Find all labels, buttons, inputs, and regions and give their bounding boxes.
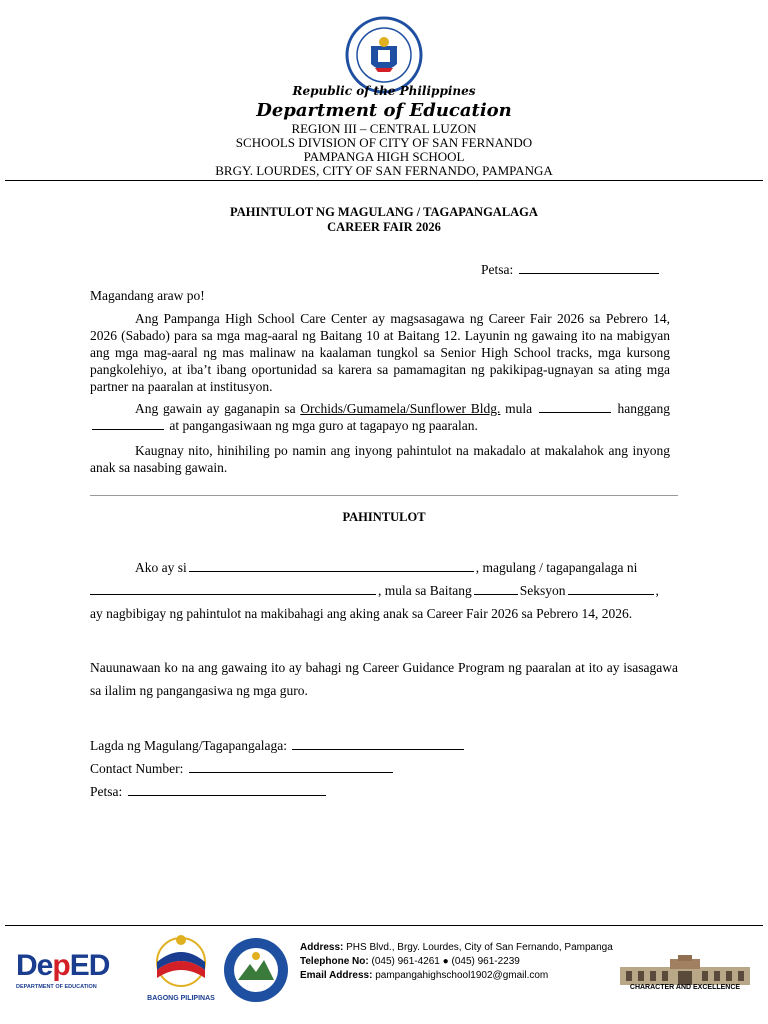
republic-text: Republic of the Philippines [292, 84, 476, 98]
header-divider [5, 180, 763, 181]
section-divider [90, 495, 678, 496]
footer-divider [5, 925, 763, 926]
bullet-icon: ● [442, 956, 449, 967]
division-text: SCHOOLS DIVISION OF CITY OF SAN FERNANDO [235, 135, 533, 150]
school-text: PAMPANGA HIGH SCHOOL [303, 149, 465, 164]
paragraph-3: Kaugnay nito, hinihiling po namin ang inyong pahintulot na makadalo at makalahok ang inyong anak sa nasabing gawain. [90, 443, 670, 475]
petsa-field[interactable] [481, 262, 661, 278]
deped-sub: DEPARTMENT OF EDUCATION [16, 984, 97, 990]
footer-address: Address: PHS Blvd., Brgy. Lourdes, City of San Fernando, Pampanga [300, 942, 613, 953]
bagong-text: BAGONG PILIPINAS [147, 995, 215, 1002]
region-text: REGION III – CENTRAL LUZON [291, 121, 477, 136]
address-text: BRGY. LOURDES, CITY OF SAN FERNANDO, PAMPANGA [215, 163, 553, 178]
petsa-bottom-field[interactable]: Petsa: [90, 784, 328, 800]
name-field[interactable] [189, 570, 474, 572]
signature-field[interactable]: Lagda ng Magulang/Tagapangalaga: [90, 738, 466, 754]
child-name-field[interactable] [90, 593, 376, 595]
form-subtitle: CAREER FAIR 2026 [327, 220, 441, 234]
deped-seal [345, 16, 423, 94]
consent-paragraph: Ako ay si , magulang / tagapangalaga ni , mula sa Baitang Seksyon , ay nagbibigay ng pahintulot na makibahagi ang aking anak sa Career Fair 2026 sa Pebrero 14, 2026. [90, 560, 659, 621]
footer-email: Email Address: pampangahighschool1902@gmail.com [300, 970, 549, 981]
form-title: PAHINTULOT NG MAGULANG / TAGAPANGALAGA [230, 205, 538, 219]
paragraph-1: Ang Pampanga High School Care Center ay magsasagawa ng Career Fair 2026 sa Pebrero 14, 2026 (Sabado) para sa mga mag-aaral ng Baitang 10 at Baitang 12. Layunin ng gawaing ito na mabigyan ang mga mag-aaral ng mas malinaw na kaalaman tungkol sa Senior High School tracks, mga kursong pangkolehiyo, at iba’t ibang oportunidad sa karera sa pamamagitan ng pakikipag-ugnayan sa ating mga partner na paaralan at institusyon. [90, 311, 670, 394]
venue-text: Orchids/Gumamela/Sunflower Bldg. [300, 401, 501, 416]
motto-text: CHARACTER AND EXCELLENCE [629, 984, 741, 991]
petsa-label: Petsa: [481, 262, 514, 277]
phs-seal [222, 936, 290, 1004]
seksyon-field[interactable] [568, 593, 654, 595]
school-building-image [620, 955, 750, 985]
baitang-field[interactable] [474, 593, 518, 595]
department-title: Department of Education [256, 100, 512, 121]
deped-logo: DepED DEPARTMENT OF EDUCATION [16, 950, 128, 994]
contact-field[interactable]: Contact Number: [90, 761, 395, 777]
pahintulot-title: PAHINTULOT [342, 510, 426, 524]
understanding-paragraph: Nauunawaan ko na ang gawaing ito ay bahagi ng Career Guidance Program ng paaralan at ito ay isasagawa sa ilalim ng pangangasiwa ng mga guro. [90, 660, 678, 698]
paragraph-2: Ang gawain ay gaganapin sa Orchids/Gumamela/Sunflower Bldg. mula hanggang at pangangasiwaan ng mga guro at tagapayo ng paaralan. [90, 400, 670, 434]
footer-telephone: Telephone No: (045) 961-4261 ● (045) 961-2239 [300, 956, 520, 967]
bagong-pilipinas-logo [142, 932, 220, 1002]
greeting: Magandang araw po! [90, 288, 205, 303]
